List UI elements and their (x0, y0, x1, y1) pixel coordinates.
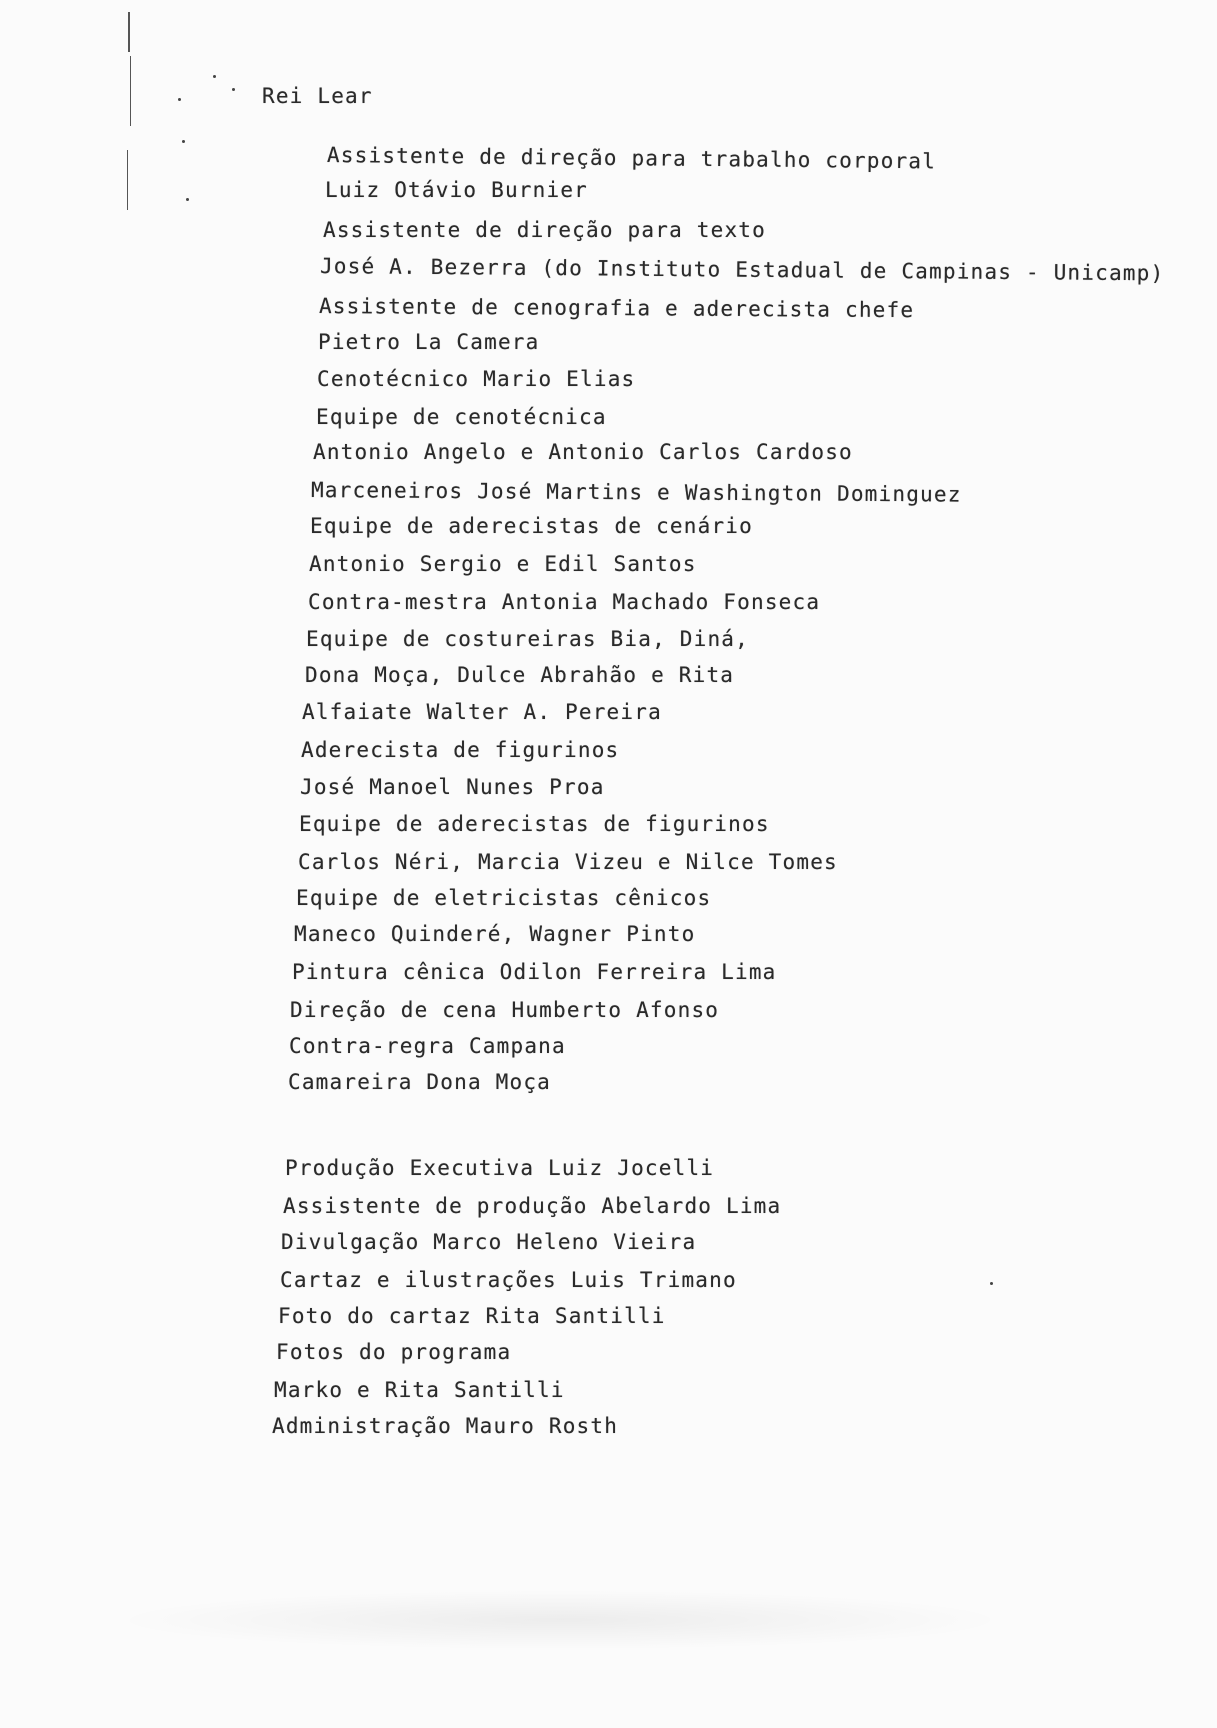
credit-line: Dona Moça, Dulce Abrahão e Rita (305, 663, 735, 687)
credit-line: Assistente de direção para trabalho corporal (326, 143, 937, 174)
credit-line: Assistente de direção para texto (323, 218, 766, 242)
credit-line: Equipe de cenotécnica (316, 405, 607, 429)
credit-line: Assistente de cenografia e aderecista chefe (318, 294, 915, 323)
credit-line: Cartaz e ilustrações Luis Trimano (280, 1268, 737, 1292)
credit-line: José A. Bezerra (do Instituto Estadual de Campinas - Unicamp) (319, 254, 1165, 286)
credit-line: Equipe de aderecistas de figurinos (299, 812, 770, 836)
credit-line: Marko e Rita Santilli (274, 1378, 565, 1402)
credit-line: Alfaiate Walter A. Pereira (302, 700, 662, 724)
credit-line: Contra-mestra Antonia Machado Fonseca (308, 590, 821, 614)
credit-line: Direção de cena Humberto Afonso (290, 998, 720, 1022)
credit-line: Contra-regra Campana (289, 1034, 566, 1058)
credit-line: Fotos do programa (276, 1340, 512, 1364)
credit-line: Equipe de eletricistas cênicos (296, 886, 712, 910)
document-title: Rei Lear (262, 84, 373, 108)
credit-line: Aderecista de figurinos (301, 738, 620, 762)
credit-line: Carlos Néri, Marcia Vizeu e Nilce Tomes (298, 850, 838, 874)
credit-line: Foto do cartaz Rita Santilli (278, 1304, 666, 1328)
credit-line: Camareira Dona Moça (288, 1070, 552, 1094)
credit-line: Divulgação Marco Heleno Vieira (281, 1230, 697, 1254)
credit-line: Pintura cênica Odilon Ferreira Lima (292, 960, 777, 984)
credit-line: Maneco Quinderé, Wagner Pinto (294, 922, 696, 946)
credit-line: José Manoel Nunes Proa (300, 775, 605, 799)
credit-line: Assistente de produção Abelardo Lima (283, 1194, 782, 1218)
credit-line: Administração Mauro Rosth (272, 1414, 619, 1438)
credit-line: Produção Executiva Luiz Jocelli (285, 1156, 715, 1180)
credit-line: Antonio Angelo e Antonio Carlos Cardoso (313, 440, 853, 464)
credit-line: Antonio Sergio e Edil Santos (309, 552, 697, 576)
credit-line: Equipe de costureiras Bia, Diná, (306, 627, 749, 651)
credit-line: Luiz Otávio Burnier (325, 178, 589, 202)
credit-line: Pietro La Camera (318, 330, 540, 354)
credit-line: Cenotécnico Mario Elias (317, 367, 636, 391)
credit-line: Equipe de aderecistas de cenário (310, 514, 753, 538)
credit-line: Marceneiros José Martins e Washington Dominguez (310, 478, 962, 507)
